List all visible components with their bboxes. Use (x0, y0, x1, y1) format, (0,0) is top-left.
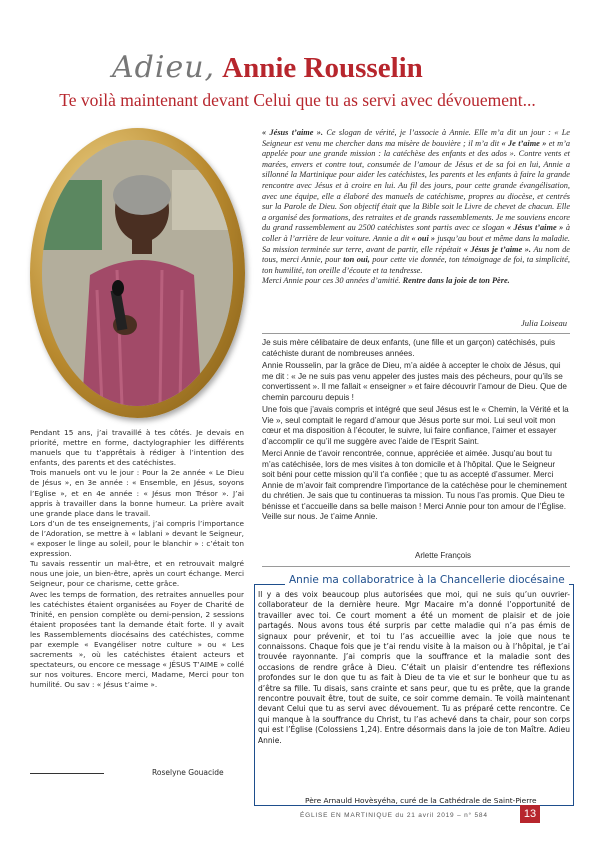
quote-body-4: jusqu’au bout et même dans la maladie. Sa mission terminée sur terre, avant de partir, elle répétait (262, 233, 571, 254)
signature-julia: Julia Loiseau (520, 318, 567, 328)
portrait-photo (42, 140, 233, 406)
divider (262, 566, 570, 567)
box-signature: Père Arnauld Hovèsyéha, curé de la Cathédrale de Saint-Pierre (305, 796, 537, 805)
letter-paragraph: Merci Annie de t’avoir rencontrée, connue, appréciée et aimée. Jusqu’au bout tu m’as catéchisée, lors de mes visites à ton domicile et à l’hôpital. Que le Seigneur soit béni pour cette mission qu’il t’a confiée ; que tu as accepté d’assumer. Merci Annie de m’avoir fait comprendre l’importance de la catéchèse pour le cheminement du chrétien. Je sais que tu continueras ta mission. Tu nous l’as promis. Que Dieu te bénisse et t’accueille dans sa belle maison ! Merci Annie pour ton amour de l’Église. Veille sur nous. Je t’aime Annie. (262, 449, 567, 521)
signature-arlette: Arlette François (415, 551, 472, 560)
quote-body-1: Ce slogan de vérité, je l’associe à Annie. Elle m’a dit un jour : « Le Seigneur est venu me chercher dans ma misère de bouvière ; il m’a dit (262, 128, 570, 148)
left-paragraph: Lors d’un de tes enseignements, j’ai compris l’importance de l’Adoration, se mettre à « lablani » devant le Seigneur, « exposer le linge au soleil, pour le blanchir » : c’était ton expression. (30, 518, 244, 559)
tribute-arlette (262, 338, 570, 525)
box-title: Annie ma collaboratrice à la Chancellerie diocésaine (285, 574, 569, 586)
quote-oui: « oui » (411, 233, 436, 243)
quote-slogan: « Jésus t’aime » (506, 223, 564, 233)
page-number: 13 (520, 805, 540, 823)
quote-intro: « Jésus t’aime ». (262, 128, 323, 137)
signature-roselyne: Roselyne Gouacide (152, 768, 224, 777)
quote-body-3: à coller à l’arrière de leur voiture. Annie a dit (262, 223, 570, 243)
left-paragraph: Tu savais ressentir un mal-être, et en retrouvait malgré nous une joie, un bien-être, après un court échange. Merci Seigneur, pour ce charisme, cette grâce. (30, 559, 244, 589)
left-paragraph: Trois manuels ont vu le jour : Pour la 2e année « Le Dieu de Jésus », en 3e année : « Ensemble, en Jésus, soyons l’Eglise », et en 4e année : « Jésus mon Trésor ». J’ai appris à travailler dans la bonne humeur. La prière avait une grande place dans le travail. (30, 468, 244, 518)
quote-body-2: et m’a appelée pour une grande mission : la catéchèse des enfants et des ados ». Contre vents et marées, envers et contre tout, consumée de l’amour de Jésus et de sa foi en lui, Annie a sillonné la Martinique pour aider les catéchistes, les parents et les enfants à faire la grande rencontre avec Jésus et à croire en lui. Au fil des jours, pour cette grande évangélisation, avec une équipe, elle a élaboré des manuels de catéchisme, propres au diocèse, et centrés sur la Parole de Dieu. Son objectif était que la Bible soit le Livre de chevet de chacun. Elle a organisé des formations, des retraites et de grands rassemblements. Je me souviens encore du grand rassemblement au 2500 catéchistes sont partis avec ce slogan (262, 138, 570, 233)
letter-paragraph: Je suis mère célibataire de deux enfants, (une fille et un garçon) catéchisés, puis catéchiste durant de nombreuses années. (262, 338, 556, 358)
quote-thanks: Merci Annie pour ces 30 années d’amitié. (262, 276, 403, 286)
left-paragraph: Avec les temps de formation, des retraites annuelles pour les catéchistes étaient organisées au Foyer de Charité de Trinité, en pension complète ou demi-pension, 2 sessions étaient proposées tant la demande était forte. Il y avait les Rassemblements diocésains des catéchistes, comme par exemple « Evangéliser notre culture » ou « Les sacrements », où les catéchistes étaient acteurs et spectateurs, ou encore ce message « JÉSUS T’AIME » collé sur nos voitures. Encore merci, Madame, Merci pour ton humilité. Ou sav : « Jésus t’aime ». (30, 589, 244, 690)
quote-body-6: pour cette vie donnée, ton témoignage de foi, ta simplicité, ton humilité, ton oreille d’écoute et ta tendresse. (262, 255, 570, 275)
article-subtitle: Te voilà maintenant devant Celui que tu as servi avec dévouement... (59, 90, 536, 110)
article-title (112, 50, 423, 85)
quote-body-5: Au nom de tous, merci Annie, pour (262, 244, 570, 265)
box-text: Il y a des voix beaucoup plus autorisées que moi, qui ne suis qu’un ouvrier-collaborateur de la dernière heure. Mgr Macaire m’a donné l’opportunité de travailler avec toi. Ce court moment a été un moment de plaisir et de joie partagés. Nous avons tous été surpris par cette maladie qui n’a pas émis de signaux pour prévenir, et toi tu l’as accueillie avec la joie que nous te connaissons. Chaque fois que je t’ai rendu visite à la maison ou à l’hôpital, je t’ai trouvée rayonnante. J’ai compris que la souffrance et la maladie sont des occasions de rendre grâce à Dieu. C’était un plaisir d’entendre tes réflexions profondes sur le don que tu as fait à Dieu de ta vie et sur le bonheur que tu as d’être sa fille. Tu disais, sans crainte et sans peur, que tu es prête, que la grande rencontre pouvait être, tout de suite, ce soir comme demain. Te voilà maintenant devant Celui que tu as servi avec dévouement. Tu as préparé cette rencontre. Ce qui manque à la souffrance du Christ, tu l’as achevé dans ta chair, pour son corps qui est l’Église (Colossiens 1,24). Entre désormais dans la joie de ton Maître. Adieu Annie. (258, 590, 570, 745)
quote-ton-oui: ton oui, (343, 255, 370, 265)
title-name: Annie Rousselin (222, 52, 423, 84)
tribute-julia (262, 128, 570, 287)
portrait-frame (30, 128, 245, 418)
divider (30, 773, 104, 774)
quote-je-taime: « Je t’aime » (501, 138, 547, 148)
left-paragraph: Pendant 15 ans, j’ai travaillé à tes côtés. Je devais en priorité, mettre en forme, dactylographier les différents manuels que tu t’apprêtais à rédiger à l’intention des enfants, des parents et des catéchistes. (30, 428, 244, 468)
tribute-roselyne (30, 428, 244, 690)
title-adieu: Adieu, (112, 50, 216, 85)
quote-rest: Rentre dans la joie de ton Père. (402, 276, 510, 286)
letter-paragraph: Annie Rousselin, par la grâce de Dieu, m’a aidée à accepter le choix de Jésus, qui me dit : « Je ne suis pas venu appeler des justes mais des pécheurs, pour qu’ils se convertissent ». Il me fallait « enseigner » et faire découvrir l’amour de Dieu. Que de chemin parcouru depuis ! (262, 361, 567, 402)
divider (262, 333, 570, 334)
page-footer: ÉGLISE EN MARTINIQUE du 21 avril 2019 – n° 584 (300, 812, 488, 819)
letter-paragraph: Une fois que j’avais compris et intégré que seul Jésus est le « Chemin, la Vérité et la Vie », seul comptait le regard d’amour que Jésus porte sur moi. Lui seul voit mon cœur et ma disposition à l’écouter, le suivre, lui faire confiance, l’aimer et essayer d’accomplir ce qu’il me suggère avec l’aide de l’Esprit Saint. (262, 405, 569, 446)
article-header (0, 40, 595, 120)
quote-repeat: « Jésus je t’aime ». (463, 244, 532, 254)
